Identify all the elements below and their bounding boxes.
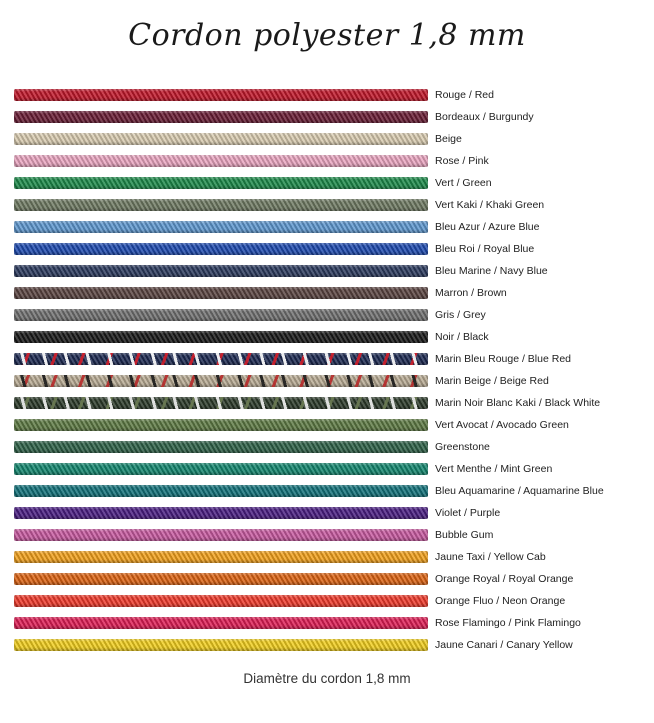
color-swatch-row	[14, 590, 644, 612]
color-label: Vert Menthe / Mint Green	[435, 463, 553, 475]
color-swatch-row	[14, 568, 644, 590]
color-label: Bleu Roi / Royal Blue	[435, 243, 535, 255]
color-swatch-row	[14, 304, 644, 326]
cord-swatch	[14, 243, 428, 255]
color-swatch-row	[14, 260, 644, 282]
color-label: Rose Flamingo / Pink Flamingo	[435, 617, 581, 629]
color-swatch-row	[14, 194, 644, 216]
color-label: Gris / Grey	[435, 309, 486, 321]
cord-swatch	[14, 155, 428, 167]
color-swatch-row	[14, 634, 644, 656]
cord-swatch	[14, 309, 428, 321]
color-label: Bleu Aquamarine / Aquamarine Blue	[435, 485, 604, 497]
cord-swatch	[14, 265, 428, 277]
color-label: Marron / Brown	[435, 287, 507, 299]
cord-swatch	[14, 419, 428, 431]
color-label: Vert / Green	[435, 177, 492, 189]
color-label: Bordeaux / Burgundy	[435, 111, 534, 123]
cord-swatch	[14, 353, 428, 365]
cord-swatch	[14, 485, 428, 497]
color-label: Marin Beige / Beige Red	[435, 375, 549, 387]
color-label: Jaune Taxi / Yellow Cab	[435, 551, 546, 563]
color-label: Bubble Gum	[435, 529, 494, 541]
cord-swatch	[14, 617, 428, 629]
cord-swatch	[14, 639, 428, 651]
color-swatch-row	[14, 172, 644, 194]
cord-swatch	[14, 551, 428, 563]
color-swatch-row	[14, 326, 644, 348]
cord-swatch	[14, 177, 428, 189]
color-swatch-row	[14, 458, 644, 480]
color-swatch-row	[14, 348, 644, 370]
cord-swatch	[14, 573, 428, 585]
color-label: Jaune Canari / Canary Yellow	[435, 639, 573, 651]
cord-swatch	[14, 331, 428, 343]
diameter-caption: Diamètre du cordon 1,8 mm	[243, 671, 411, 686]
color-swatch-row	[14, 370, 644, 392]
cord-swatch	[14, 133, 428, 145]
color-swatch-row	[14, 524, 644, 546]
cord-swatch	[14, 89, 428, 101]
color-swatch-row	[14, 216, 644, 238]
color-swatch-row	[14, 238, 644, 260]
color-swatch-row	[14, 392, 644, 414]
color-label: Marin Noir Blanc Kaki / Black White	[435, 397, 601, 409]
color-swatch-row	[14, 106, 644, 128]
color-label: Greenstone	[435, 441, 490, 453]
color-label: Marin Bleu Rouge / Blue Red	[435, 353, 571, 365]
color-label: Bleu Azur / Azure Blue	[435, 221, 540, 233]
color-label: Rouge / Red	[435, 89, 494, 101]
color-swatch-row	[14, 414, 644, 436]
color-swatch-row	[14, 150, 644, 172]
color-label: Orange Royal / Royal Orange	[435, 573, 574, 585]
cord-swatch	[14, 529, 428, 541]
color-label: Noir / Black	[435, 331, 489, 343]
color-swatch-row	[14, 84, 644, 106]
color-swatch-list	[14, 84, 644, 656]
color-label: Violet / Purple	[435, 507, 501, 519]
page-title: Cordon polyester 1,8 mm	[128, 18, 526, 53]
color-label: Rose / Pink	[435, 155, 489, 167]
color-swatch-row	[14, 436, 644, 458]
cord-swatch	[14, 463, 428, 475]
cord-swatch	[14, 199, 428, 211]
color-label: Orange Fluo / Neon Orange	[435, 595, 566, 607]
color-swatch-row	[14, 480, 644, 502]
cord-swatch	[14, 397, 428, 409]
cord-swatch	[14, 221, 428, 233]
color-swatch-row	[14, 546, 644, 568]
color-label: Vert Avocat / Avocado Green	[435, 419, 569, 431]
cord-swatch	[14, 441, 428, 453]
color-swatch-row	[14, 282, 644, 304]
color-label: Beige	[435, 133, 462, 145]
cord-swatch	[14, 287, 428, 299]
color-swatch-row	[14, 128, 644, 150]
color-label: Vert Kaki / Khaki Green	[435, 199, 545, 211]
color-swatch-row	[14, 502, 644, 524]
cord-swatch	[14, 111, 428, 123]
cord-swatch	[14, 595, 428, 607]
color-label: Bleu Marine / Navy Blue	[435, 265, 548, 277]
color-swatch-row	[14, 612, 644, 634]
cord-swatch	[14, 507, 428, 519]
cord-swatch	[14, 375, 428, 387]
